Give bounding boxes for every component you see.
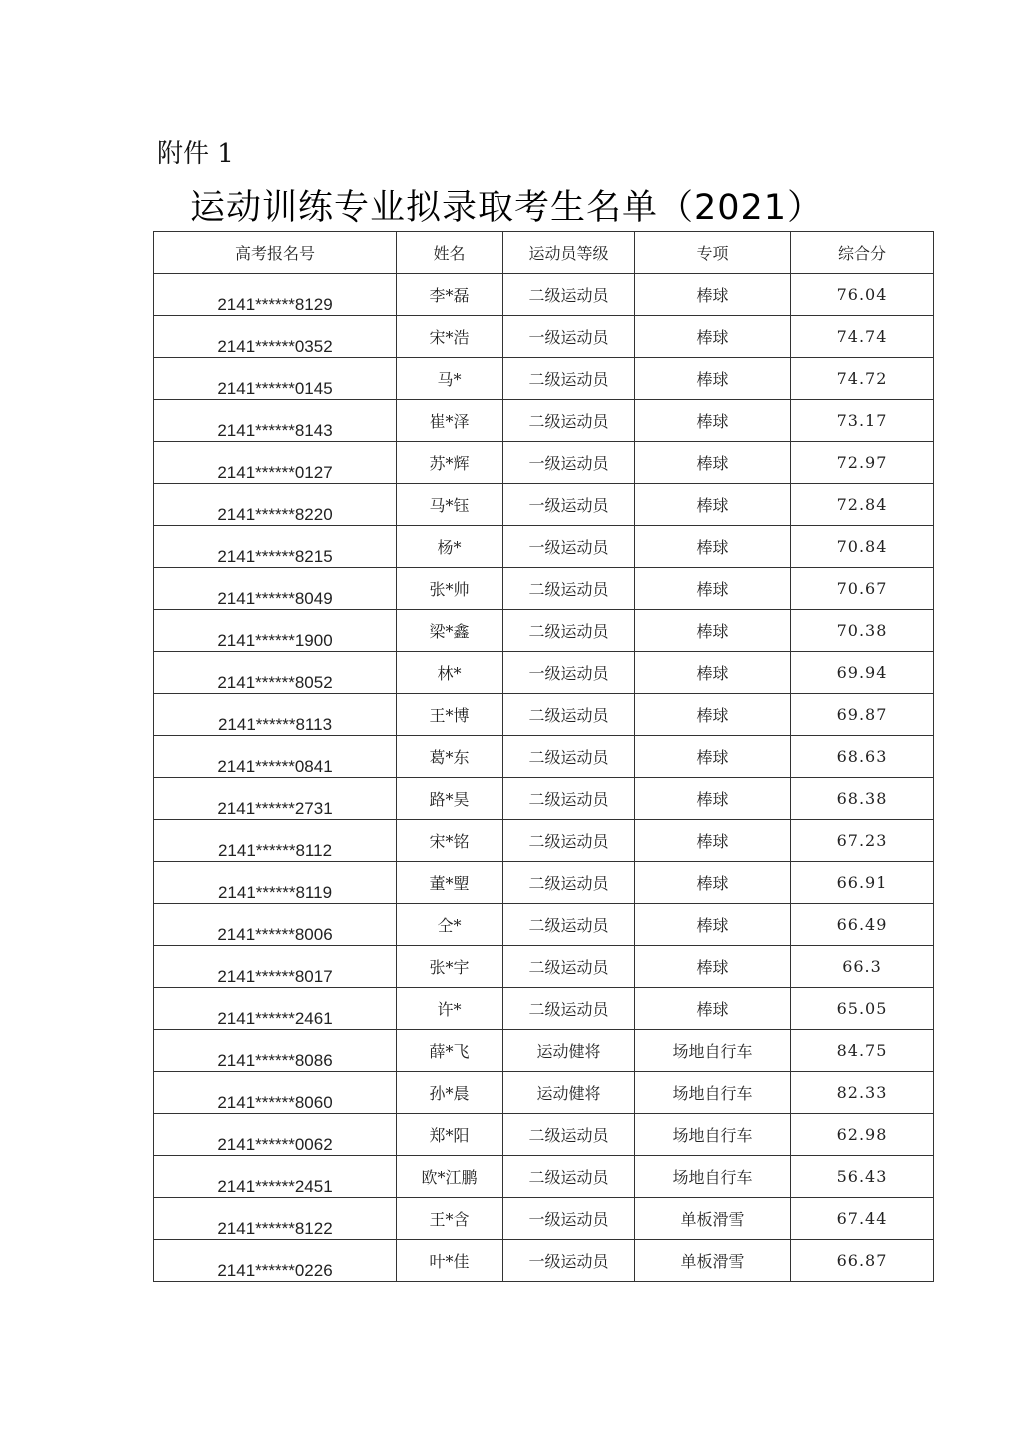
athlete-level-cell: 二级运动员 [503, 862, 635, 904]
header-registration-number: 高考报名号 [154, 232, 397, 274]
name-cell: 苏*辉 [397, 442, 503, 484]
athlete-level-cell: 二级运动员 [503, 904, 635, 946]
name-cell: 梁*鑫 [397, 610, 503, 652]
score-cell: 74.74 [791, 316, 934, 358]
registration-number-cell: 2141******2731 [154, 778, 397, 820]
specialty-cell: 单板滑雪 [635, 1198, 791, 1240]
name-cell: 欧*江鹏 [397, 1156, 503, 1198]
name-cell: 马*钰 [397, 484, 503, 526]
table-row [154, 484, 934, 526]
registration-number-cell: 2141******8113 [154, 694, 397, 736]
table-row [154, 694, 934, 736]
table-body [154, 274, 934, 1282]
table-row [154, 1030, 934, 1072]
specialty-cell: 场地自行车 [635, 1156, 791, 1198]
registration-number-cell: 2141******8060 [154, 1072, 397, 1114]
table-row [154, 862, 934, 904]
header-name: 姓名 [397, 232, 503, 274]
athlete-level-cell: 二级运动员 [503, 736, 635, 778]
registration-number-cell: 2141******8006 [154, 904, 397, 946]
specialty-cell: 单板滑雪 [635, 1240, 791, 1282]
athlete-level-cell: 二级运动员 [503, 610, 635, 652]
name-cell: 路*昊 [397, 778, 503, 820]
specialty-cell: 棒球 [635, 694, 791, 736]
table-row [154, 526, 934, 568]
specialty-cell: 场地自行车 [635, 1030, 791, 1072]
score-cell: 67.44 [791, 1198, 934, 1240]
score-cell: 66.49 [791, 904, 934, 946]
table-row [154, 442, 934, 484]
name-cell: 马* [397, 358, 503, 400]
score-cell: 70.67 [791, 568, 934, 610]
score-cell: 76.04 [791, 274, 934, 316]
name-cell: 王*博 [397, 694, 503, 736]
registration-number-cell: 2141******0352 [154, 316, 397, 358]
athlete-level-cell: 二级运动员 [503, 400, 635, 442]
specialty-cell: 棒球 [635, 316, 791, 358]
name-cell: 许* [397, 988, 503, 1030]
table-row [154, 652, 934, 694]
registration-number-cell: 2141******8052 [154, 652, 397, 694]
name-cell: 郑*阳 [397, 1114, 503, 1156]
specialty-cell: 棒球 [635, 568, 791, 610]
registration-number-cell: 2141******8049 [154, 568, 397, 610]
registration-number-cell: 2141******1900 [154, 610, 397, 652]
athlete-level-cell: 二级运动员 [503, 946, 635, 988]
specialty-cell: 棒球 [635, 778, 791, 820]
score-cell: 65.05 [791, 988, 934, 1030]
score-cell: 72.84 [791, 484, 934, 526]
table-row [154, 316, 934, 358]
table-row [154, 1156, 934, 1198]
score-cell: 68.38 [791, 778, 934, 820]
name-cell: 张*宇 [397, 946, 503, 988]
score-cell: 74.72 [791, 358, 934, 400]
score-cell: 70.84 [791, 526, 934, 568]
athlete-level-cell: 运动健将 [503, 1030, 635, 1072]
athlete-level-cell: 二级运动员 [503, 820, 635, 862]
table-row [154, 1072, 934, 1114]
registration-number-cell: 2141******0145 [154, 358, 397, 400]
specialty-cell: 棒球 [635, 358, 791, 400]
table-row [154, 610, 934, 652]
specialty-cell: 棒球 [635, 820, 791, 862]
score-cell: 84.75 [791, 1030, 934, 1072]
athlete-level-cell: 一级运动员 [503, 1198, 635, 1240]
specialty-cell: 棒球 [635, 400, 791, 442]
athlete-level-cell: 一级运动员 [503, 316, 635, 358]
athlete-level-cell: 一级运动员 [503, 652, 635, 694]
athlete-level-cell: 二级运动员 [503, 274, 635, 316]
specialty-cell: 棒球 [635, 946, 791, 988]
specialty-cell: 棒球 [635, 442, 791, 484]
athlete-level-cell: 一级运动员 [503, 442, 635, 484]
specialty-cell: 棒球 [635, 652, 791, 694]
athlete-level-cell: 二级运动员 [503, 1114, 635, 1156]
name-cell: 葛*东 [397, 736, 503, 778]
table-row [154, 400, 934, 442]
registration-number-cell: 2141******0841 [154, 736, 397, 778]
score-cell: 73.17 [791, 400, 934, 442]
specialty-cell: 棒球 [635, 610, 791, 652]
score-cell: 70.38 [791, 610, 934, 652]
registration-number-cell: 2141******8112 [154, 820, 397, 862]
name-cell: 张*帅 [397, 568, 503, 610]
table-row [154, 904, 934, 946]
specialty-cell: 棒球 [635, 988, 791, 1030]
attachment-label: 附件 1 [157, 139, 234, 169]
table-row [154, 1198, 934, 1240]
registration-number-cell: 2141******8220 [154, 484, 397, 526]
athlete-level-cell: 二级运动员 [503, 694, 635, 736]
score-cell: 72.97 [791, 442, 934, 484]
table-row [154, 988, 934, 1030]
registration-number-cell: 2141******8017 [154, 946, 397, 988]
name-cell: 仝* [397, 904, 503, 946]
registration-number-cell: 2141******0062 [154, 1114, 397, 1156]
name-cell: 杨* [397, 526, 503, 568]
table-row [154, 820, 934, 862]
name-cell: 林* [397, 652, 503, 694]
registration-number-cell: 2141******8143 [154, 400, 397, 442]
score-cell: 68.63 [791, 736, 934, 778]
document-title: 运动训练专业拟录取考生名单（2021） [190, 188, 824, 228]
registration-number-cell: 2141******2451 [154, 1156, 397, 1198]
table-row [154, 274, 934, 316]
table-row [154, 568, 934, 610]
score-cell: 56.43 [791, 1156, 934, 1198]
name-cell: 宋*浩 [397, 316, 503, 358]
name-cell: 董*朢 [397, 862, 503, 904]
header-specialty: 专项 [635, 232, 791, 274]
score-cell: 62.98 [791, 1114, 934, 1156]
specialty-cell: 场地自行车 [635, 1114, 791, 1156]
registration-number-cell: 2141******0226 [154, 1240, 397, 1282]
table-row [154, 736, 934, 778]
name-cell: 薛*飞 [397, 1030, 503, 1072]
specialty-cell: 棒球 [635, 274, 791, 316]
athlete-level-cell: 一级运动员 [503, 526, 635, 568]
registration-number-cell: 2141******8086 [154, 1030, 397, 1072]
specialty-cell: 场地自行车 [635, 1072, 791, 1114]
table-row [154, 778, 934, 820]
athlete-level-cell: 运动健将 [503, 1072, 635, 1114]
athlete-level-cell: 一级运动员 [503, 484, 635, 526]
specialty-cell: 棒球 [635, 484, 791, 526]
registration-number-cell: 2141******2461 [154, 988, 397, 1030]
name-cell: 叶*佳 [397, 1240, 503, 1282]
score-cell: 66.87 [791, 1240, 934, 1282]
registration-number-cell: 2141******8129 [154, 274, 397, 316]
header-athlete-level: 运动员等级 [503, 232, 635, 274]
athlete-level-cell: 二级运动员 [503, 988, 635, 1030]
header-score: 综合分 [791, 232, 934, 274]
table-row [154, 358, 934, 400]
athlete-level-cell: 二级运动员 [503, 568, 635, 610]
name-cell: 李*磊 [397, 274, 503, 316]
athlete-level-cell: 二级运动员 [503, 358, 635, 400]
score-cell: 66.91 [791, 862, 934, 904]
admission-list-table [153, 231, 934, 1282]
registration-number-cell: 2141******8215 [154, 526, 397, 568]
table-header-row [154, 232, 934, 274]
score-cell: 66.3 [791, 946, 934, 988]
table-row [154, 1240, 934, 1282]
table-row [154, 1114, 934, 1156]
registration-number-cell: 2141******8119 [154, 862, 397, 904]
name-cell: 王*含 [397, 1198, 503, 1240]
athlete-level-cell: 二级运动员 [503, 778, 635, 820]
athlete-level-cell: 一级运动员 [503, 1240, 635, 1282]
specialty-cell: 棒球 [635, 526, 791, 568]
name-cell: 崔*泽 [397, 400, 503, 442]
specialty-cell: 棒球 [635, 862, 791, 904]
table-row [154, 946, 934, 988]
registration-number-cell: 2141******0127 [154, 442, 397, 484]
specialty-cell: 棒球 [635, 736, 791, 778]
registration-number-cell: 2141******8122 [154, 1198, 397, 1240]
athlete-level-cell: 二级运动员 [503, 1156, 635, 1198]
score-cell: 69.87 [791, 694, 934, 736]
specialty-cell: 棒球 [635, 904, 791, 946]
score-cell: 82.33 [791, 1072, 934, 1114]
score-cell: 67.23 [791, 820, 934, 862]
name-cell: 宋*铭 [397, 820, 503, 862]
score-cell: 69.94 [791, 652, 934, 694]
name-cell: 孙*晨 [397, 1072, 503, 1114]
